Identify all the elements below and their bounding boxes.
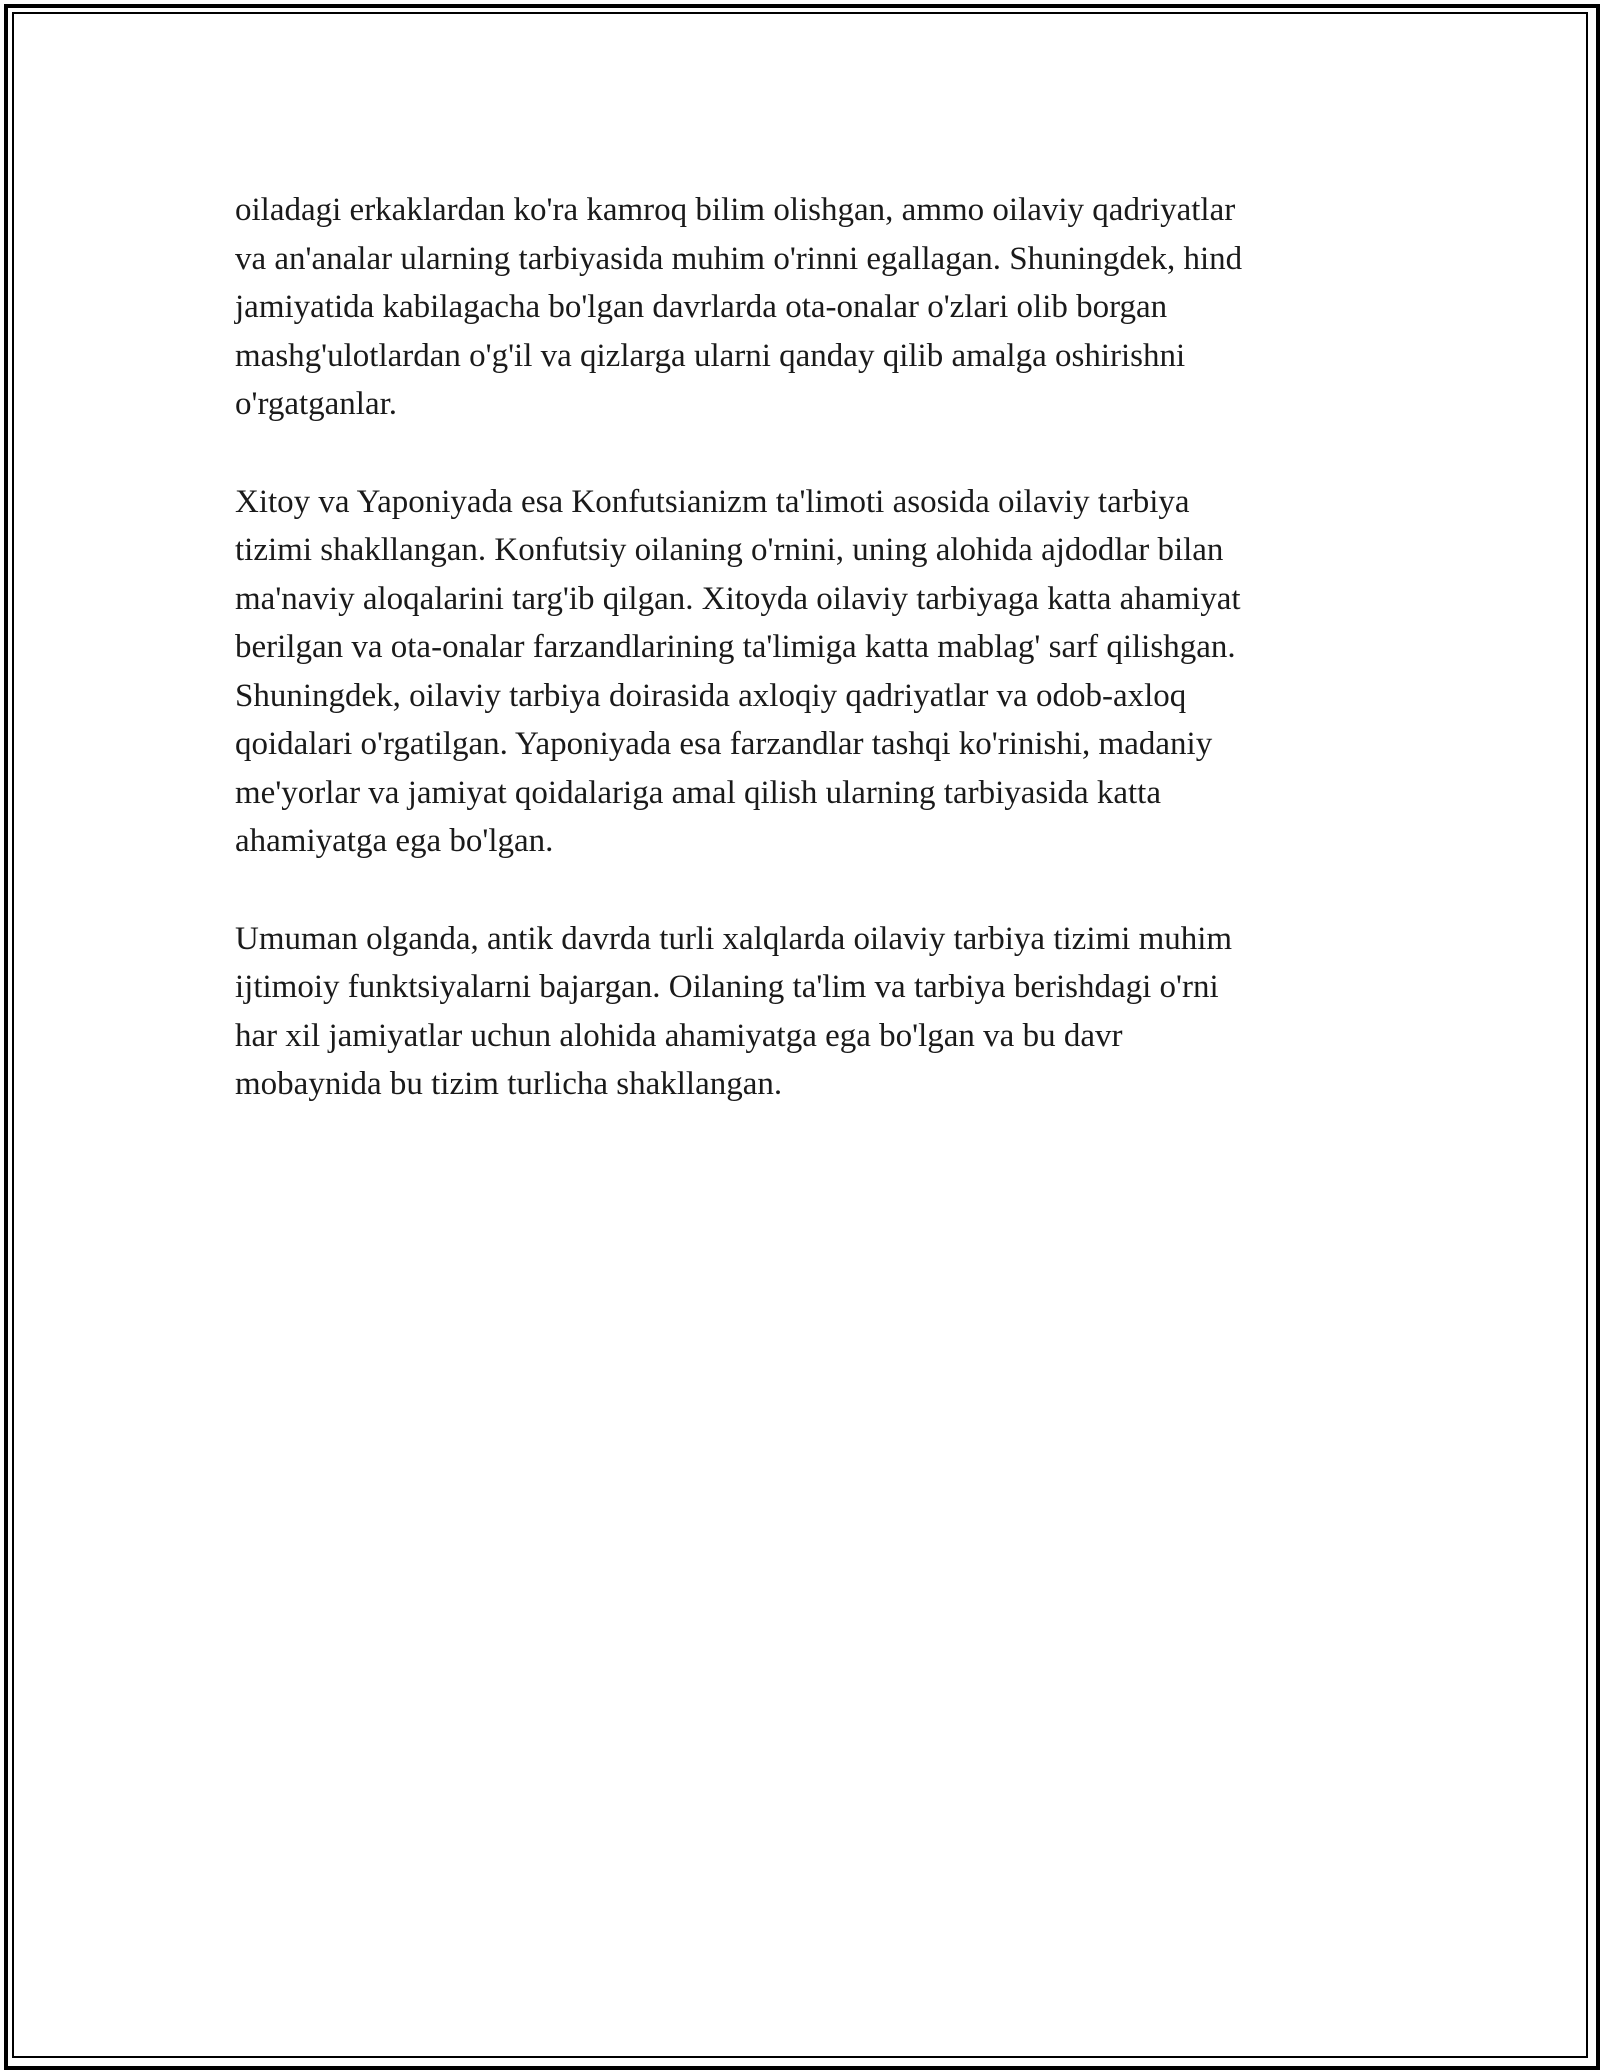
paragraph-3: Umuman olganda, antik davrda turli xalqlarda oilaviy tarbiya tizimi muhim ijtimoiy funktsiyalarni bajargan. Oilaning ta'lim va tarbiya berishdagi o'rni har xil jamiyatlar uchun alohida ahamiyatga ega bo'lgan va bu davr mobaynida bu tizim turlicha shakllangan. (235, 920, 1233, 1102)
paragraph-2: Xitoy va Yaponiyada esa Konfutsianizm ta'limoti asosida oilaviy tarbiya tizimi shakllangan. Konfutsiy oilaning o'rnini, uning alohida ajdodlar bilan ma'naviy aloqalarini targ'ib qilgan. Xitoyda oilaviy tarbiyaga katta ahamiyat berilgan va ota-onalar farzandlarining ta'limiga katta mablag' sarf qilishgan. Shuningdek, oilaviy tarbiya doirasida axloqiy qadriyatlar va odob-axloq qoidalari o'rgatilgan. Yaponiyada esa farzandlar tashqi ko'rinishi, madaniy me'yorlar va jamiyat qoidalariga amal qilish ularning tarbiyasida katta ahamiyatga ega bo'lgan. (235, 483, 1241, 859)
paragraph-1: oiladagi erkaklardan ko'ra kamroq bilim olishgan, ammo oilaviy qadriyatlar va an'analar ularning tarbiyasida muhim o'rinni egallagan. Shuningdek, hind jamiyatida kabilagacha bo'lgan davrlarda ota-onalar o'zlari olib borgan mashg'ulotlardan o'g'il va qizlarga ularni qanday qilib amalga oshirishni o'rgatganlar. (235, 192, 1243, 422)
document-body (235, 186, 1375, 1158)
